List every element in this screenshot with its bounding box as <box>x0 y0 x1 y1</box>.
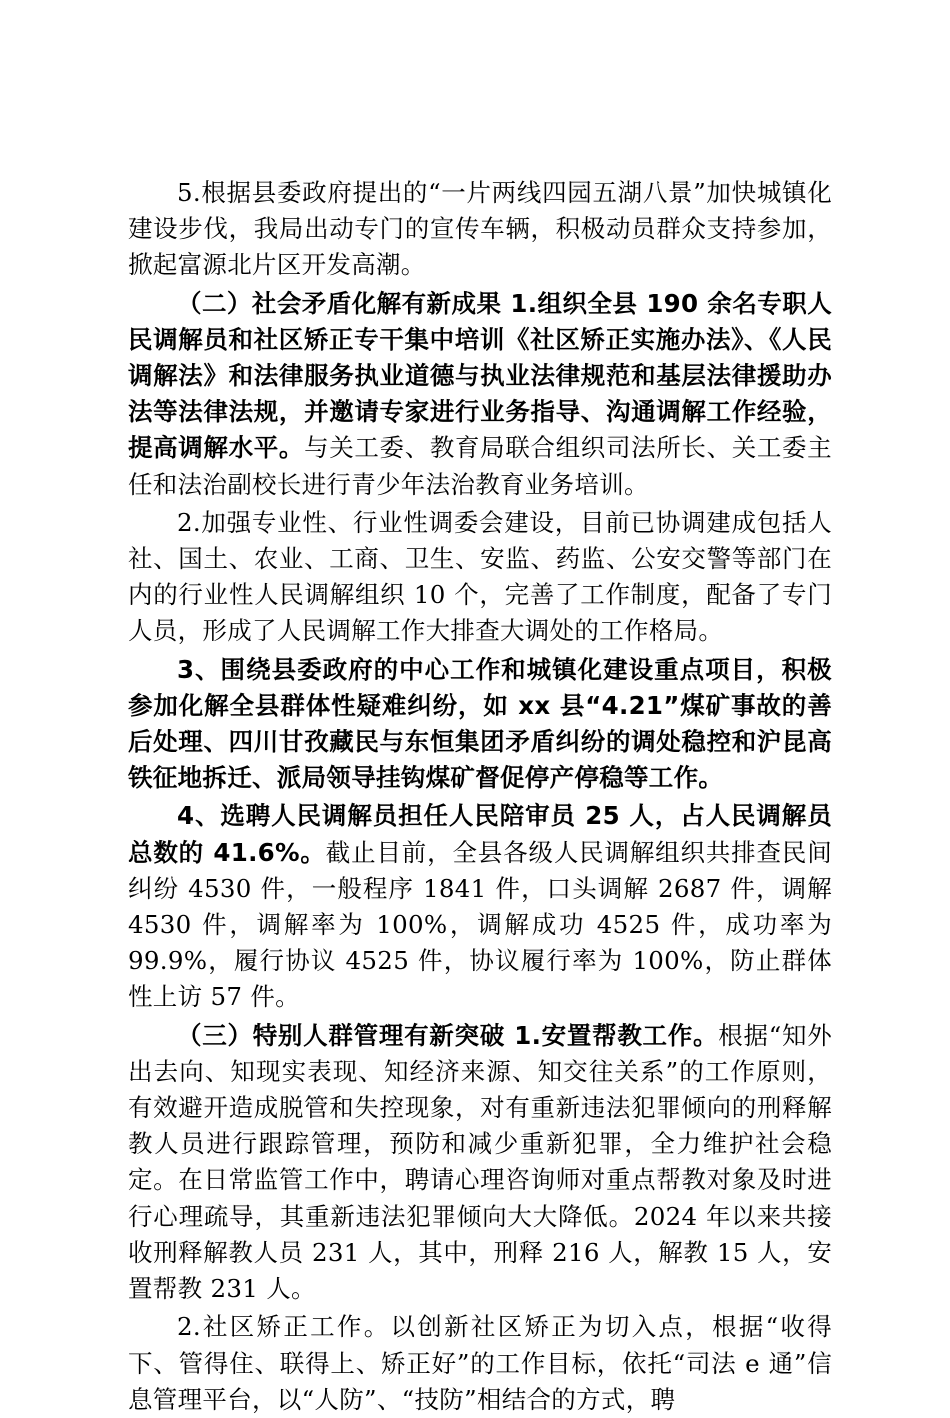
paragraph-5 <box>128 798 832 1015</box>
paragraph-1 <box>128 175 832 284</box>
paragraph-7 <box>128 1309 832 1418</box>
paragraph-6 <box>128 1018 832 1308</box>
paragraph-4 <box>128 652 832 797</box>
paragraph-3-text: 2.加强专业性、行业性调委会建设，目前已协调建成包括人社、国土、农业、工商、卫生、安监、药监、公安交警等部门在内的行业性人民调解组织 10 个，完善了工作制度，配备了专门人员，形成了人民调解工作大排查大调处的工作格局。 <box>128 507 832 646</box>
paragraph-5-text: 截止目前，全县各级人民调解组织共排查民间纠纷 4530 件，一般程序 1841 件，口头调解 2687 件，调解 4530 件，调解率为 100%，调解成功 4525 件，成功率为 99.9%，履行协议 4525 件，协议履行率为 100%，防止群体性上访 57 件。 <box>128 837 832 1012</box>
paragraph-6-heading: （三）特别人群管理有新突破 1.安置帮教工作。 <box>177 1020 719 1050</box>
paragraph-2 <box>128 286 832 503</box>
paragraph-2-text: 与关工委、教育局联合组织司法所长、关工委主任和法治副校长进行青少年法治教育业务培训。 <box>128 433 832 499</box>
paragraph-3 <box>128 505 832 650</box>
document-body <box>128 175 832 1418</box>
paragraph-2-heading: （二）社会矛盾化解有新成果 1.组织全县 190 余名专职人民调解员和社区矫正专干集中培训《社区矫正实施办法》、《人民调解法》和法律服务执业道德与执业法律规范和基层法律援助办法等法律法规，并邀请专家进行业务指导、沟通调解工作经验，提高调解水平。 <box>128 288 832 463</box>
paragraph-7-text: 2.社区矫正工作。以创新社区矫正为切入点，根据“收得下、管得住、联得上、矫正好”的工作目标，依托“司法 e 通”信息管理平台，以“人防”、“技防”相结合的方式，聘 <box>128 1312 832 1414</box>
paragraph-4-text: 3、围绕县委政府的中心工作和城镇化建设重点项目，积极参加化解全县群体性疑难纠纷，如 xx 县“4.21”煤矿事故的善后处理、四川甘孜藏民与东恒集团矛盾纠纷的调处稳控和沪昆高铁征地拆迁、派局领导挂钩煤矿督促停产停稳等工作。 <box>128 654 832 793</box>
paragraph-6-text: 根据“知外出去向、知现实表现、知经济来源、知交往关系”的工作原则，有效避开造成脱管和失控现象，对有重新违法犯罪倾向的刑释解教人员进行跟踪管理，预防和减少重新犯罪，全力维护社会稳定。在日常监管工作中，聘请心理咨询师对重点帮教对象及时进行心理疏导，其重新违法犯罪倾向大大降低。2024 年以来共接收刑释解教人员 231 人，其中，刑释 216 人，解教 15 人，安置帮教 231 人。 <box>128 1020 833 1304</box>
paragraph-5-heading: 4、选聘人民调解员担任人民陪审员 25 人，占人民调解员总数的 41.6%。 <box>128 801 832 867</box>
paragraph-1-text: 5.根据县委政府提出的“一片两线四园五湖八景”加快城镇化建设步伐，我局出动专门的宣传车辆，积极动员群众支持参加，掀起富源北片区开发高潮。 <box>128 178 832 280</box>
